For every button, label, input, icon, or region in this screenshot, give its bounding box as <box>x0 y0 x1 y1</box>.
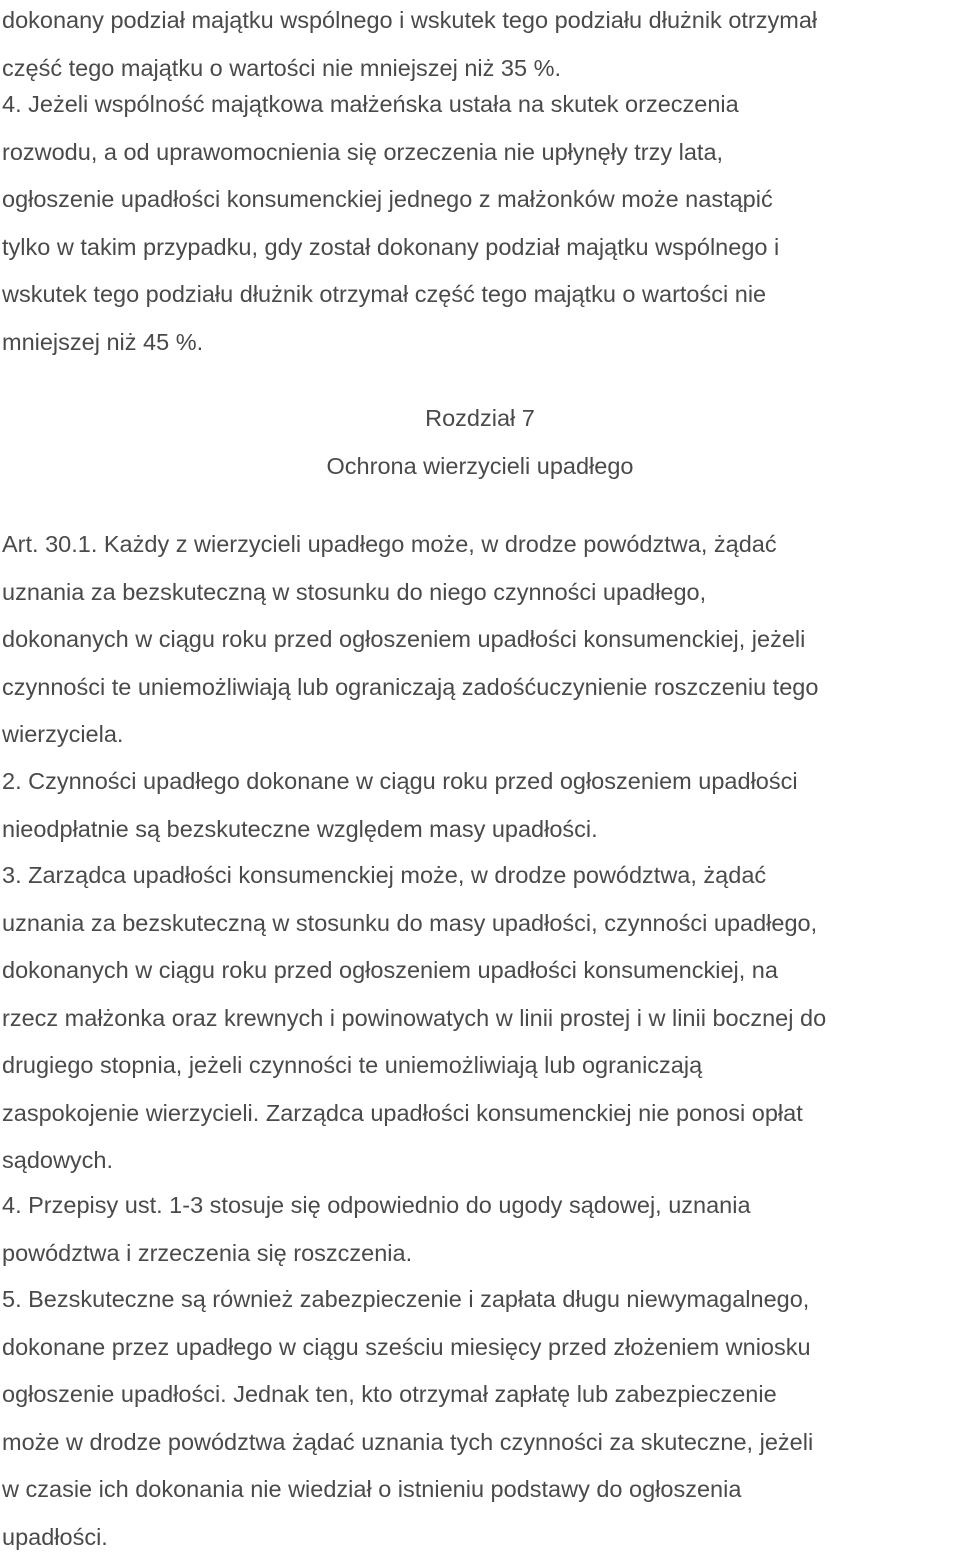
chapter-number: Rozdział 7 <box>0 395 960 443</box>
point-4-paragraph <box>2 81 958 366</box>
text-line: 3. Zarządca upadłości konsumenckiej może, w drodze powództwa, żądać <box>2 852 958 900</box>
text-line: w czasie ich dokonania nie wiedział o istnieniu podstawy do ogłoszenia <box>2 1466 958 1514</box>
text-line: czynności te uniemożliwiają lub ograniczają zadośćuczynienie roszczeniu tego <box>2 664 958 712</box>
article-paragraph-4 <box>2 1182 958 1277</box>
text-line: dokonany podział majątku wspólnego i wskutek tego podziału dłużnik otrzymał <box>2 0 958 45</box>
text-line: sądowych. <box>2 1137 958 1185</box>
text-line: 2. Czynności upadłego dokonane w ciągu roku przed ogłoszeniem upadłości <box>2 758 958 806</box>
text-line: ogłoszenie upadłości. Jednak ten, kto otrzymał zapłatę lub zabezpieczenie <box>2 1371 958 1419</box>
intro-paragraph <box>2 0 958 92</box>
text-line: wskutek tego podziału dłużnik otrzymał część tego majątku o wartości nie <box>2 271 958 319</box>
text-line: tylko w takim przypadku, gdy został dokonany podział majątku wspólnego i <box>2 224 958 272</box>
text-line: rzecz małżonka oraz krewnych i powinowatych w linii prostej i w linii bocznej do <box>2 995 958 1043</box>
text-line: dokonane przez upadłego w ciągu sześciu miesięcy przed złożeniem wniosku <box>2 1324 958 1372</box>
text-line: może w drodze powództwa żądać uznania tych czynności za skuteczne, jeżeli <box>2 1419 958 1467</box>
text-line: część tego majątku o wartości nie mniejszej niż 35 %. <box>2 45 958 93</box>
text-line: dokonanych w ciągu roku przed ogłoszeniem upadłości konsumenckiej, jeżeli <box>2 616 958 664</box>
article-paragraph-3 <box>2 852 958 1185</box>
text-line: 4. Jeżeli wspólność majątkowa małżeńska ustała na skutek orzeczenia <box>2 81 958 129</box>
text-line: nieodpłatnie są bezskuteczne względem masy upadłości. <box>2 806 958 854</box>
text-line: ogłoszenie upadłości konsumenckiej jednego z małżonków może nastąpić <box>2 176 958 224</box>
text-line: dokonanych w ciągu roku przed ogłoszeniem upadłości konsumenckiej, na <box>2 947 958 995</box>
chapter-title: Ochrona wierzycieli upadłego <box>0 443 960 491</box>
text-line: upadłości. <box>2 1514 958 1561</box>
text-line: uznania za bezskuteczną w stosunku do masy upadłości, czynności upadłego, <box>2 900 958 948</box>
text-line: rozwodu, a od uprawomocnienia się orzeczenia nie upłynęły trzy lata, <box>2 129 958 177</box>
text-line: 5. Bezskuteczne są również zabezpieczenie i zapłata długu niewymagalnego, <box>2 1276 958 1324</box>
text-line: powództwa i zrzeczenia się roszczenia. <box>2 1230 958 1278</box>
text-line: Art. 30.1. Każdy z wierzycieli upadłego może, w drodze powództwa, żądać <box>2 521 958 569</box>
text-line: zaspokojenie wierzycieli. Zarządca upadłości konsumenckiej nie ponosi opłat <box>2 1090 958 1138</box>
article-paragraph-1 <box>2 521 958 759</box>
article-paragraph-5 <box>2 1276 958 1561</box>
text-line: wierzyciela. <box>2 711 958 759</box>
text-line: drugiego stopnia, jeżeli czynności te uniemożliwiają lub ograniczają <box>2 1042 958 1090</box>
text-line: 4. Przepisy ust. 1-3 stosuje się odpowiednio do ugody sądowej, uznania <box>2 1182 958 1230</box>
text-line: uznania za bezskuteczną w stosunku do niego czynności upadłego, <box>2 569 958 617</box>
text-line: mniejszej niż 45 %. <box>2 319 958 367</box>
article-paragraph-2 <box>2 758 958 853</box>
